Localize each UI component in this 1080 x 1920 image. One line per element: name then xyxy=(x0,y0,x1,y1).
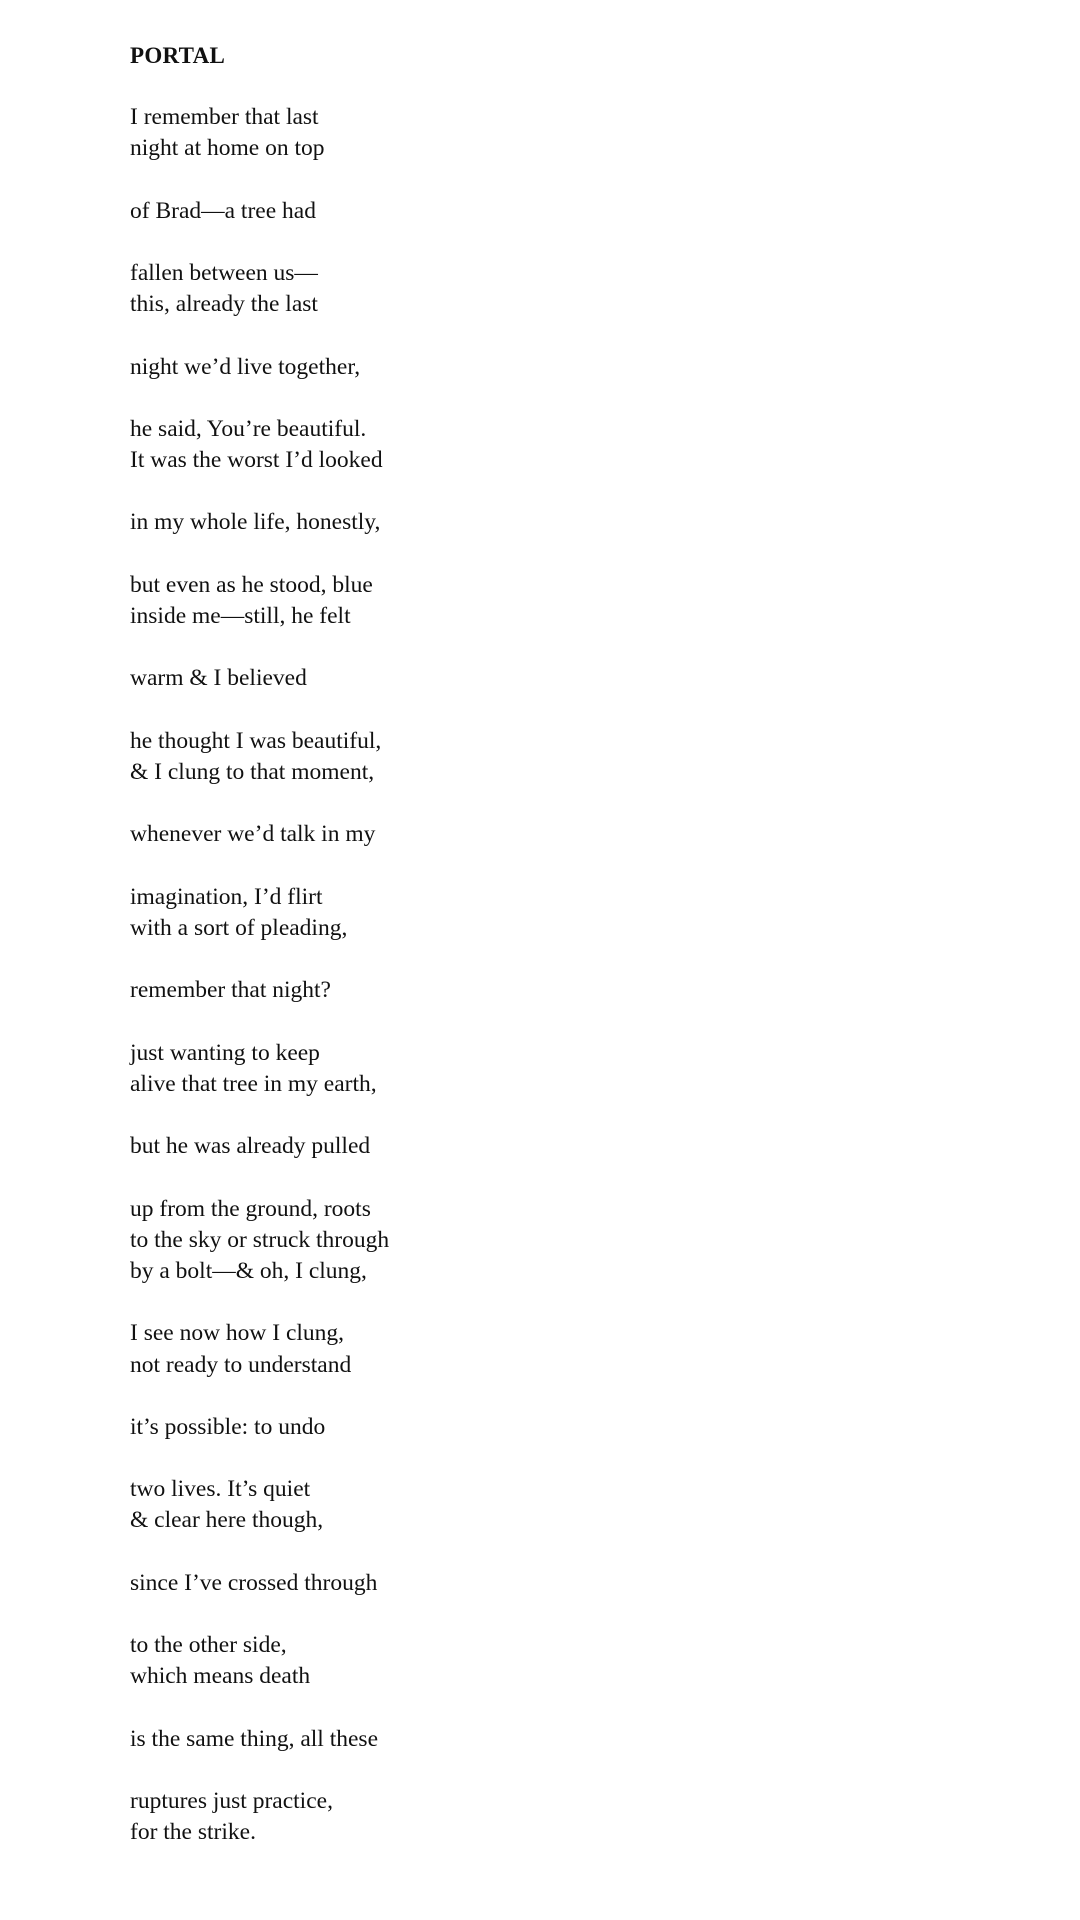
stanza xyxy=(130,1038,1030,1100)
stanza-break xyxy=(130,1287,1030,1318)
stanza-break xyxy=(130,695,1030,726)
stanza xyxy=(130,570,1030,632)
poem-line: for the strike. xyxy=(130,1819,256,1846)
stanza xyxy=(130,196,1030,227)
poem-line: night at home on top xyxy=(130,135,325,162)
stanza-break xyxy=(130,227,1030,258)
stanza xyxy=(130,1474,1030,1536)
stanza xyxy=(130,1318,1030,1380)
poem-line: imagination, I’d flirt xyxy=(130,883,323,910)
poem-line: inside me—still, he felt xyxy=(130,603,351,629)
stanza-break xyxy=(130,164,1030,195)
stanza-break xyxy=(130,539,1030,570)
stanza-break xyxy=(130,851,1030,882)
stanza xyxy=(130,414,1030,476)
stanza xyxy=(130,1630,1030,1692)
stanza xyxy=(130,1412,1030,1443)
stanza xyxy=(130,102,1030,164)
poem-line: up from the ground, roots xyxy=(130,1195,371,1222)
stanza-break xyxy=(130,1755,1030,1786)
stanza-break xyxy=(130,1599,1030,1630)
stanza xyxy=(130,1194,1030,1288)
poem-line: with a sort of pleading, xyxy=(130,914,348,941)
stanza-break xyxy=(130,1006,1030,1037)
poem-line: but even as he stood, blue xyxy=(130,571,373,598)
poem-line: of Brad—a tree had xyxy=(130,197,316,224)
stanza-break xyxy=(130,1537,1030,1568)
poem-line: he said, You’re beautiful. xyxy=(130,415,367,442)
poem-body xyxy=(130,102,1030,1849)
stanza-break xyxy=(130,788,1030,819)
stanza xyxy=(130,1724,1030,1755)
poem-line: in my whole life, honestly, xyxy=(130,509,381,536)
poem-line: to the sky or struck through xyxy=(130,1226,390,1253)
stanza xyxy=(130,819,1030,850)
stanza-break xyxy=(130,1162,1030,1193)
poem-line: which means death xyxy=(130,1663,311,1690)
stanza xyxy=(130,352,1030,383)
poem-line: not ready to understand xyxy=(130,1351,352,1378)
poem-line: just wanting to keep xyxy=(130,1039,320,1066)
poem-line: warm & I believed xyxy=(130,665,307,692)
poem-line: whenever we’d talk in my xyxy=(130,821,376,848)
poem-line: is the same thing, all these xyxy=(130,1725,379,1752)
poem-line: & clear here though, xyxy=(130,1507,324,1534)
stanza xyxy=(130,1131,1030,1162)
stanza-break xyxy=(130,1693,1030,1724)
stanza xyxy=(130,1568,1030,1599)
stanza xyxy=(130,975,1030,1006)
poem-line: I see now how I clung, xyxy=(130,1320,345,1347)
stanza xyxy=(130,1786,1030,1848)
poem-line: night we’d live together, xyxy=(130,353,361,380)
stanza-break xyxy=(130,1381,1030,1412)
poem-line: to the other side, xyxy=(130,1632,287,1659)
stanza-break xyxy=(130,1443,1030,1474)
poem-line: it’s possible: to undo xyxy=(130,1413,326,1440)
stanza xyxy=(130,882,1030,944)
poem-line: but he was already pulled xyxy=(130,1133,371,1160)
stanza-break xyxy=(130,632,1030,663)
stanza-break xyxy=(130,944,1030,975)
stanza-break xyxy=(130,476,1030,507)
stanza-break xyxy=(130,383,1030,414)
poem-line: remember that night? xyxy=(130,977,331,1004)
poem-line: this, already the last xyxy=(130,291,318,318)
stanza-break xyxy=(130,320,1030,351)
stanza xyxy=(130,258,1030,320)
poem-page xyxy=(130,40,1030,1849)
poem-line: since I’ve crossed through xyxy=(130,1569,378,1596)
poem-line: It was the worst I’d looked xyxy=(130,447,383,474)
poem-line: & I clung to that moment, xyxy=(130,758,375,785)
poem-line: he thought I was beautiful, xyxy=(130,727,382,754)
poem-line: fallen between us— xyxy=(130,259,318,286)
poem-title: PORTAL xyxy=(130,43,226,68)
stanza xyxy=(130,507,1030,538)
stanza xyxy=(130,663,1030,694)
stanza-break xyxy=(130,1100,1030,1131)
poem-line: two lives. It’s quiet xyxy=(130,1476,311,1503)
poem-line: ruptures just practice, xyxy=(130,1788,333,1815)
stanza xyxy=(130,726,1030,788)
poem-line: I remember that last xyxy=(130,104,319,130)
poem-line: alive that tree in my earth, xyxy=(130,1070,377,1097)
poem-line: by a bolt—& oh, I clung, xyxy=(130,1257,367,1284)
